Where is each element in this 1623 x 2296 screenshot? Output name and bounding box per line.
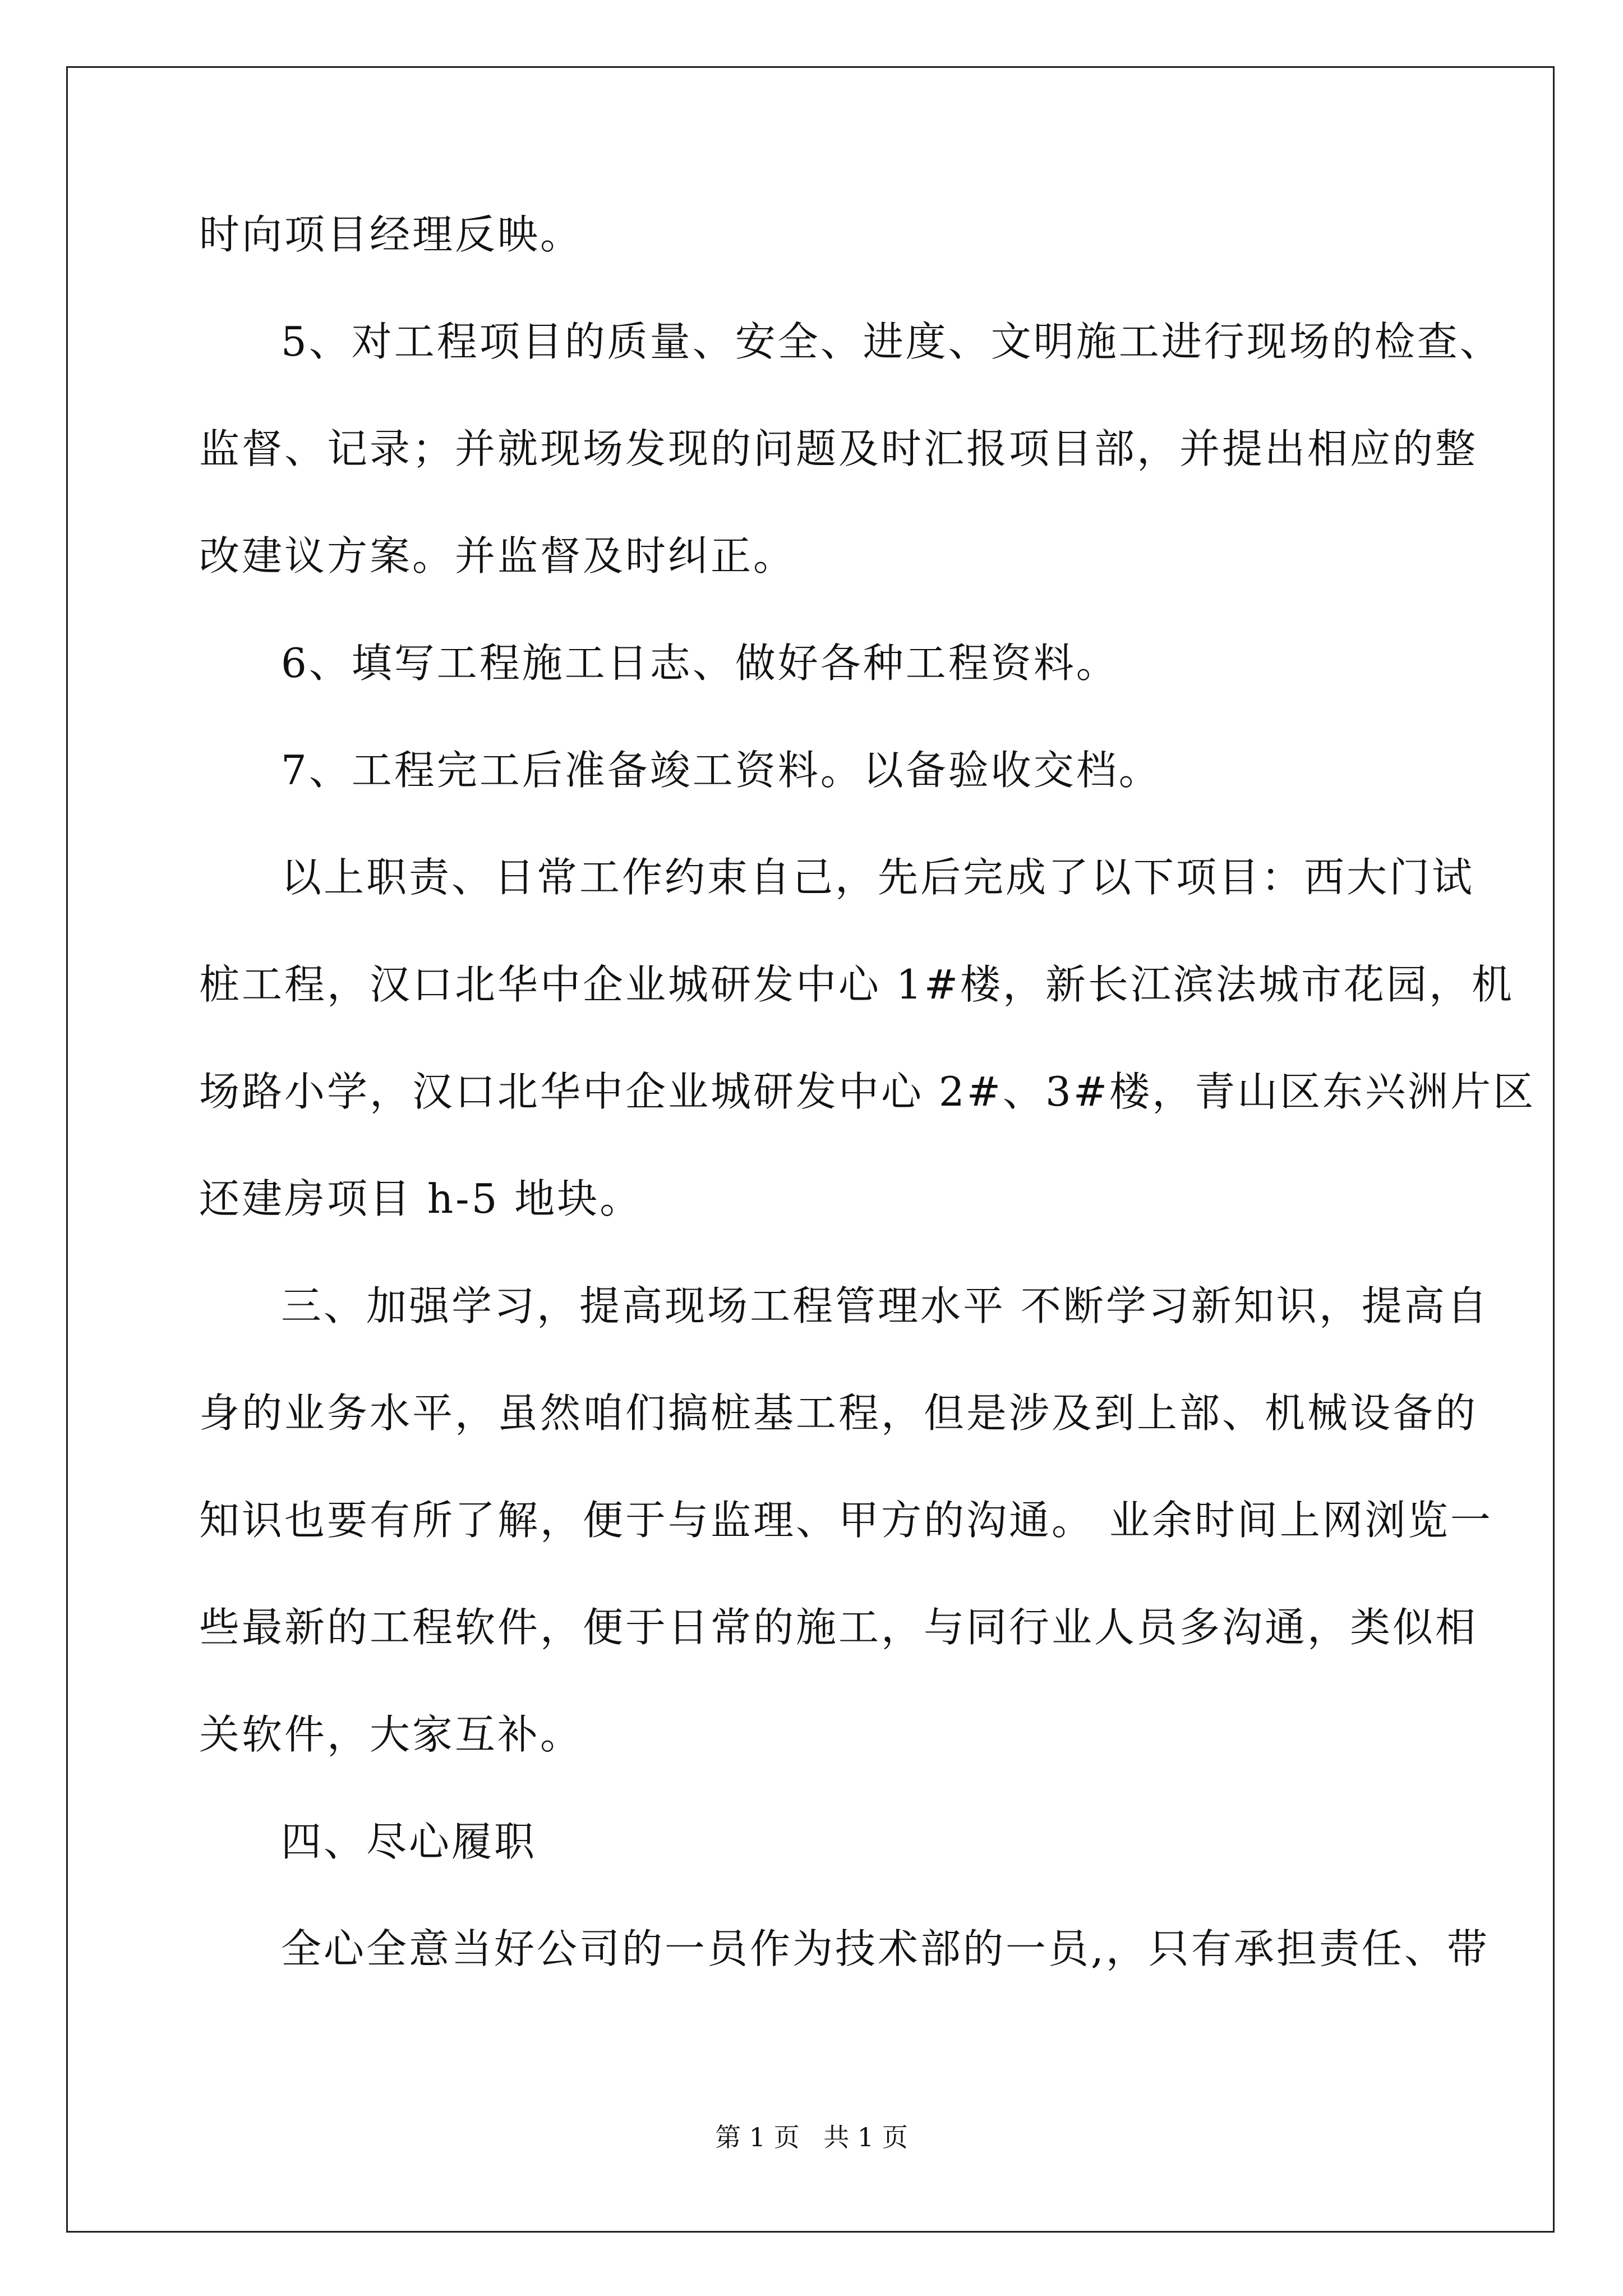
text-line: 桩工程，汉口北华中企业城研发中心 1#楼，新长江滨法城市花园，机 [199,961,1515,1008]
text-line: 全心全意当好公司的一员作为技术部的一员,，只有承担责任、带 [281,1925,1490,1972]
page-total: 共 1 页 [823,2122,908,2152]
text-line: 5、对工程项目的质量、安全、进度、文明施工进行现场的检查、 [281,318,1502,365]
text-line: 些最新的工程软件，便于日常的施工，与同行业人员多沟通，类似相 [199,1604,1478,1651]
text-line: 还建房项目 h-5 地块。 [199,1175,643,1222]
text-line: 知识也要有所了解，便于与监理、甲方的沟通。 业余时间上网浏览一 [199,1497,1493,1544]
text-line: 三、加强学习，提高现场工程管理水平 不断学习新知识，提高自 [281,1282,1490,1329]
text-line: 监督、记录；并就现场发现的问题及时汇报项目部，并提出相应的整 [199,425,1478,472]
text-line: 改建议方案。并监督及时纠正。 [199,532,796,579]
page-footer [0,2120,1623,2154]
text-line: 关软件，大家互补。 [199,1711,583,1758]
text-line: 时向项目经理反映。 [199,211,583,258]
page-border [66,66,1555,2233]
text-line: 以上职责、日常工作约束自己，先后完成了以下项目：西大门试 [281,854,1475,901]
text-line: 7、工程完工后准备竣工资料。以备验收交档。 [281,747,1161,794]
text-line: 场路小学，汉口北华中企业城研发中心 2#、3#楼，青山区东兴洲片区 [199,1068,1536,1115]
text-line: 身的业务水平，虽然咱们搞桩基工程，但是涉及到上部、机械设备的 [199,1389,1478,1437]
text-line: 四、尽心履职 [281,1818,537,1865]
page-number: 第 1 页 [715,2122,800,2152]
text-line: 6、填写工程施工日志、做好各种工程资料。 [281,639,1119,687]
